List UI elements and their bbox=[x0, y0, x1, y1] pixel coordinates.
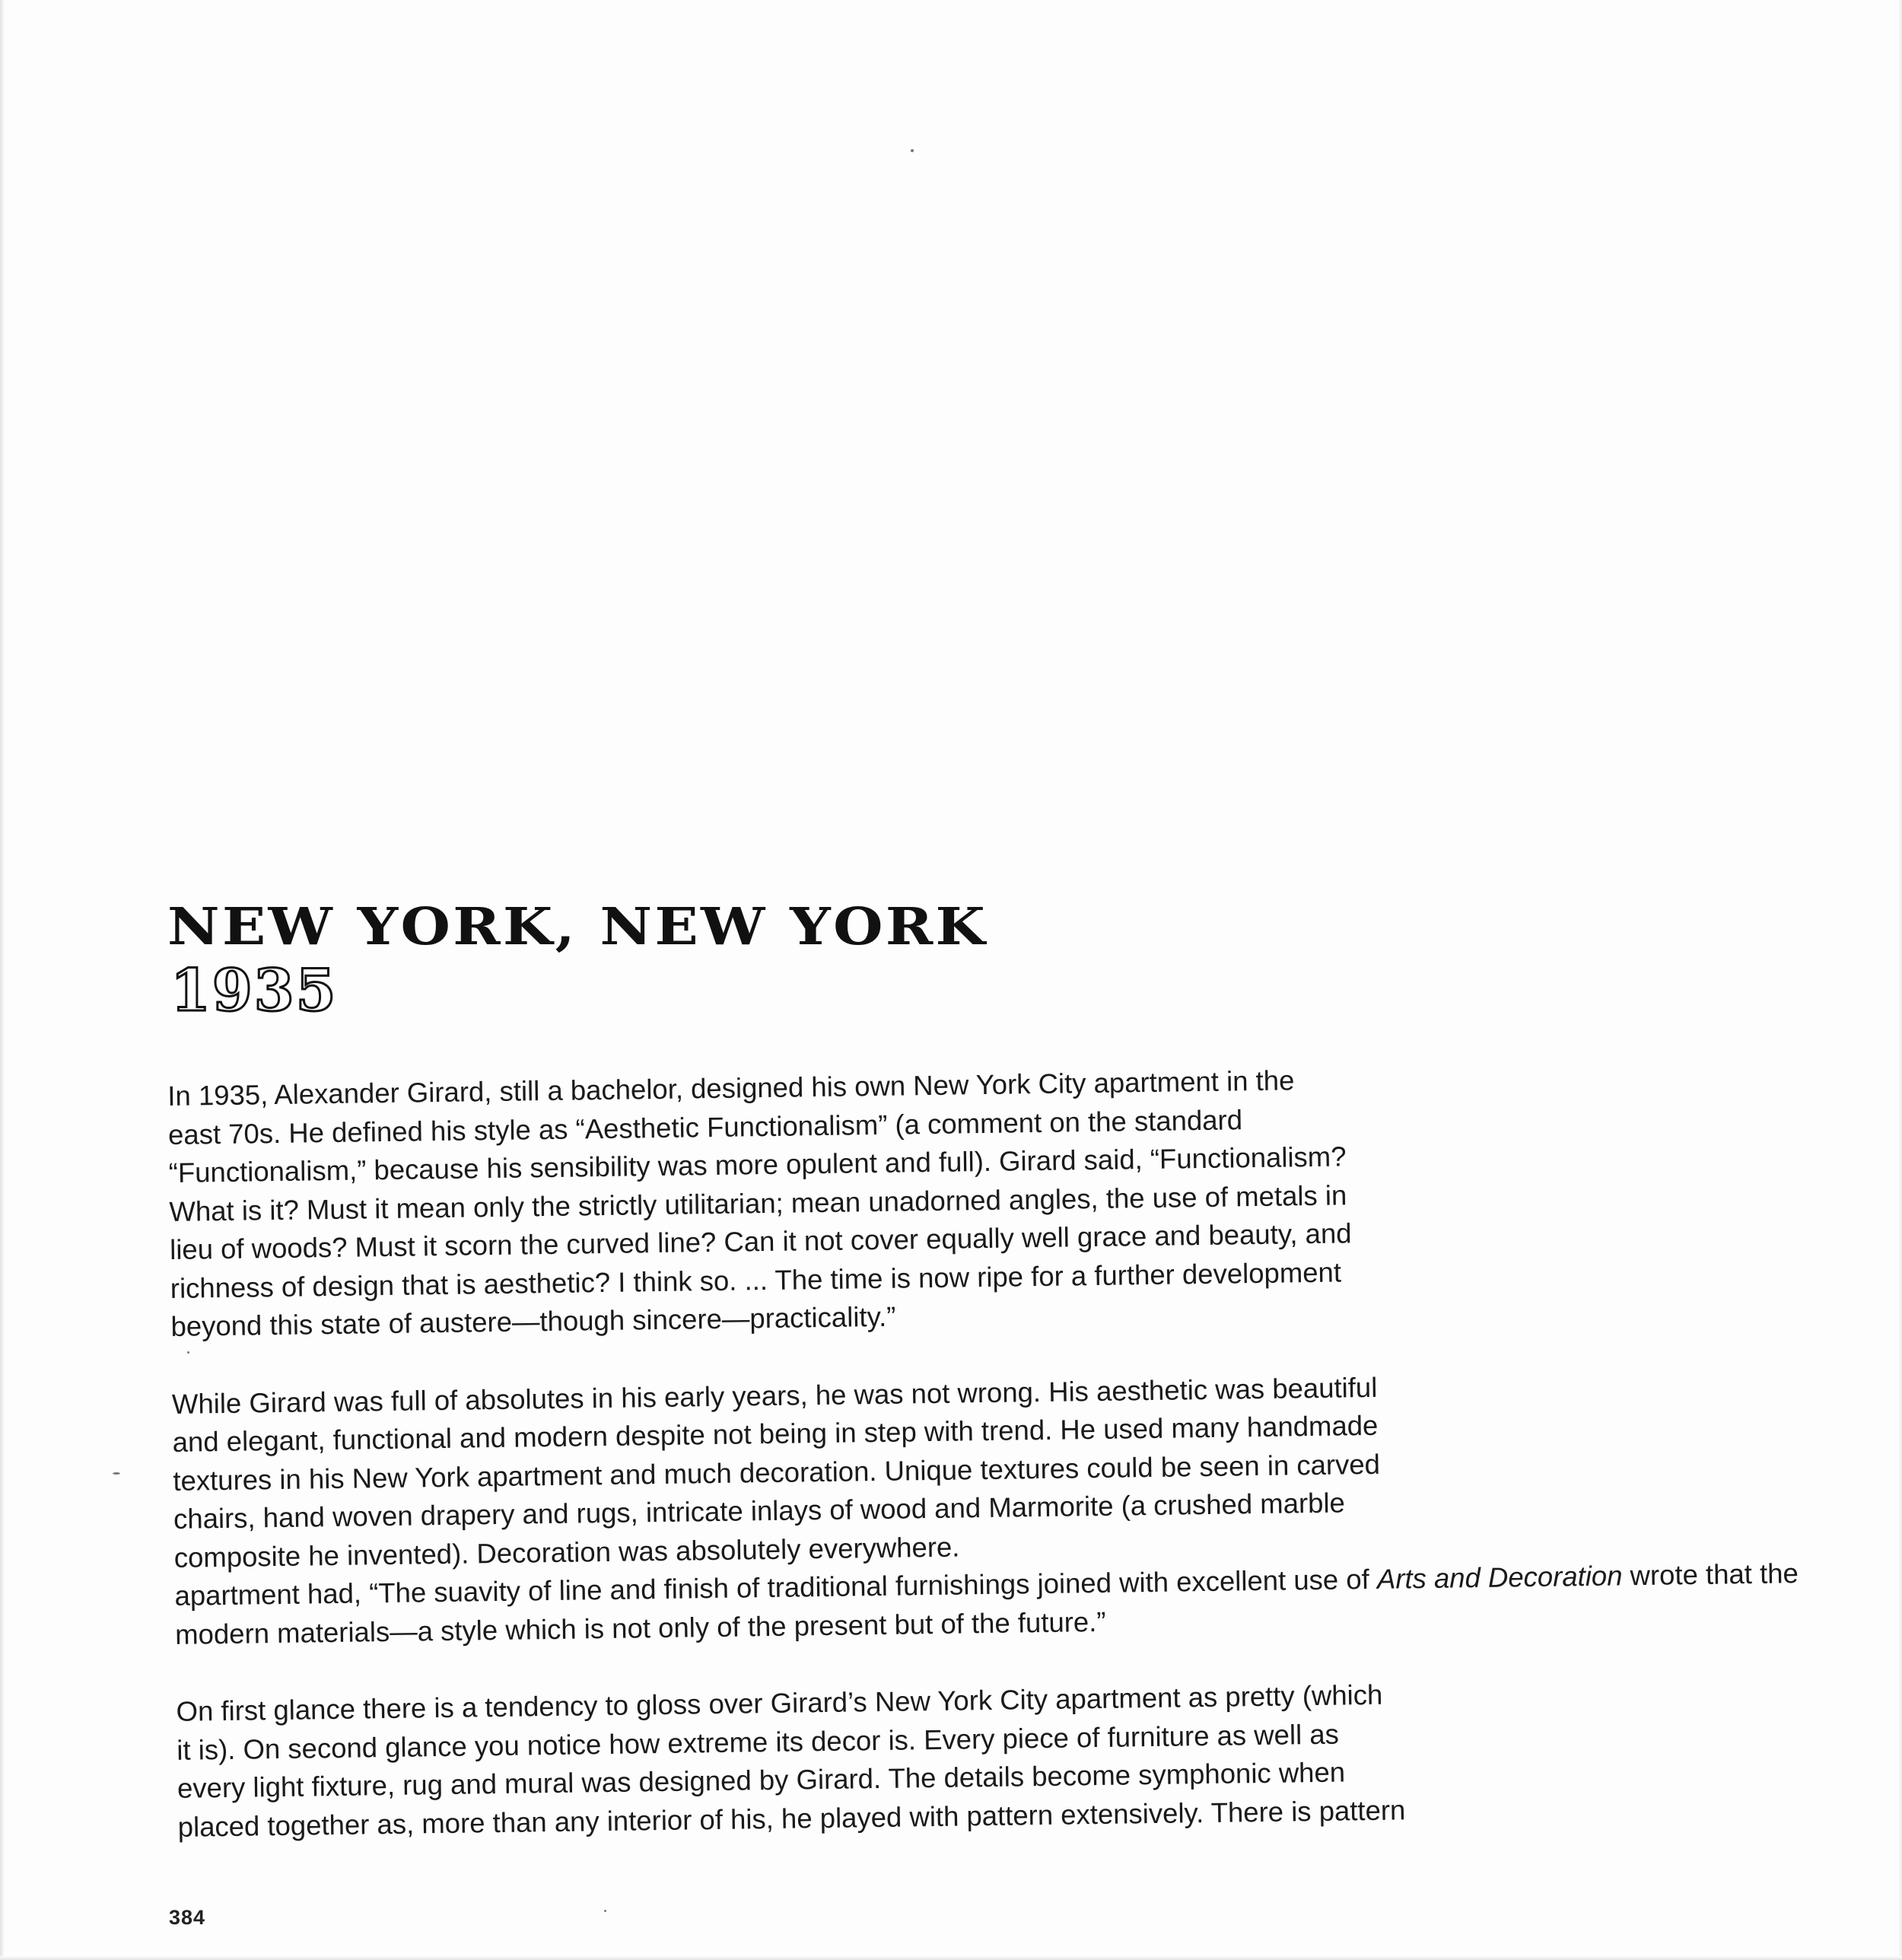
text-line-end: wrote that the bbox=[1622, 1558, 1799, 1592]
text-line: placed together as, more than any interior of his, he played with pattern extensively. There is pattern bbox=[177, 1793, 1406, 1843]
text-line: east 70s. He defined his style as “Aesthetic Functionalism” (a comment on the standard bbox=[167, 1103, 1243, 1150]
text-line: In 1935, Alexander Girard, still a bachelor, designed his own New York City apartment in the bbox=[167, 1064, 1295, 1112]
scan-edge-right bbox=[1899, 0, 1902, 1960]
paragraph-2 bbox=[171, 1367, 1799, 1654]
text-line: composite he invented). Decoration was absolutely everywhere. bbox=[173, 1531, 960, 1573]
page-number: 384 bbox=[169, 1906, 206, 1929]
scan-edge-left bbox=[0, 0, 5, 1960]
text-line: While Girard was full of absolutes in his early years, he was not wrong. His aesthetic was beautiful bbox=[171, 1371, 1378, 1420]
paragraph-1 bbox=[167, 1060, 1426, 1347]
article-body bbox=[167, 1060, 1799, 1847]
paragraph-3 bbox=[176, 1675, 1433, 1847]
article-year: 1935 bbox=[170, 956, 338, 1024]
dust-speck bbox=[911, 149, 914, 152]
text-line: chairs, hand woven drapery and rugs, intricate inlays of wood and Marmorite (a crushed marble bbox=[173, 1487, 1346, 1535]
text-line-start: apartment had, “The suavity of line and finish of traditional furnishings joined with excellent use of bbox=[174, 1564, 1370, 1612]
article bbox=[167, 896, 1799, 1885]
text-line: beyond this state of austere—though sincere—practicality.” bbox=[170, 1300, 896, 1342]
text-line: textures in his New York apartment and much decoration. Unique textures could be seen in carved bbox=[173, 1448, 1381, 1497]
dust-speck bbox=[604, 1910, 606, 1912]
text-line: What is it? Must it mean only the strictly utilitarian; mean unadorned angles, the use of metals in bbox=[169, 1179, 1347, 1227]
dust-speck bbox=[113, 1472, 120, 1475]
text-line: modern materials—a style which is not only of the present but of the future.” bbox=[174, 1605, 1106, 1650]
publication-title: Arts and Decoration bbox=[1376, 1560, 1623, 1595]
text-line: every light fixture, rug and mural was designed by Girard. The details become symphonic when bbox=[177, 1756, 1346, 1804]
text-line: it is). On second glance you notice how extreme its decor is. Every piece of furniture as well as bbox=[177, 1718, 1340, 1766]
article-title: NEW YORK, NEW YORK bbox=[167, 896, 988, 956]
scan-edge-bottom bbox=[0, 1956, 1902, 1960]
text-line: lieu of woods? Must it scorn the curved line? Can it not cover equally well grace and beauty, and bbox=[169, 1217, 1352, 1265]
text-line: and elegant, functional and modern despite not being in step with trend. He used many handmade bbox=[172, 1409, 1379, 1458]
text-line: On first glance there is a tendency to gloss over Girard’s New York City apartment as pretty (which bbox=[176, 1678, 1383, 1727]
text-line: richness of design that is aesthetic? I think so. ... The time is now ripe for a further development bbox=[170, 1255, 1342, 1304]
text-line: “Functionalism,” because his sensibility was more opulent and full). Girard said, “Functionalism? bbox=[168, 1141, 1347, 1188]
